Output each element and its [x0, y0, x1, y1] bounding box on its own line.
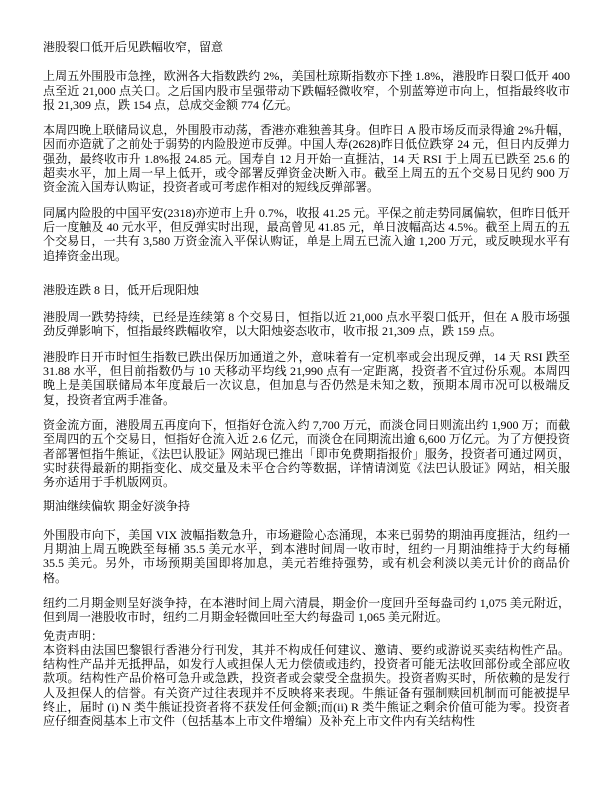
paragraph: 港股周一跌势持续，已经是连续第 8 个交易日，恒指以近 21,000 点水平裂口低开，但在 A 股市场强劲反弹影响下，恒指最终跌幅收窄，以大阳烛姿态收市，收市报 21,309 点，跌 159 点。 [43, 310, 570, 339]
section-heading: 期油继续偏软 期金好淡争持 [43, 499, 191, 514]
paragraph: 本周四晚上联储局议息，外围股市动荡，香港亦难独善其身。但昨日 A 股市场反而录得逾 2%升幅，因而亦造就了之前处于弱势的内险股逆市反弹。中国人寿(2628)昨日低位跌穿 24 元，但日内反弹力强劲，最终收市升 1.8%报 24.85 元。国寿自 12 月开始一直捱沽，14 天 RSI 于上周五已跌至 25.6 的超卖水平，加上周一早上低开，或令部署反弹资金决断入市。截至上周五的五个交易日见约 900 万资金流入国寿认购证，投资者或可考虑作相对的短线反弹部署。 [43, 123, 570, 195]
section-heading: 港股连跌 8 日，低开后现阳烛 [43, 282, 200, 297]
section-oil-gold [43, 499, 570, 624]
paragraph: 上周五外围股市急挫，欧洲各大指数跌约 2%，美国杜琼斯指数亦下挫 1.8%，港股昨日裂口低开 400 点至近 21,000 点关口。之后国内股市呈强带动下跌幅轻微收窄，个别蓝筹逆市向上，恒指最终收市报 21,309 点，跌 154 点，总成交金额 774 亿元。 [43, 69, 570, 112]
section-disclaimer [43, 629, 570, 729]
section-heading: 港股裂口低开后见跌幅收窄，留意 [43, 40, 224, 54]
paragraph: 纽约二月期金则呈好淡争持，在本港时间上周六清晨，期金价一度回升至每盎司约 1,075 美元附近，但到周一港股收市时，纽约二月期金轻微回吐至大约每盎司 1,065 美元附近。 [43, 595, 570, 625]
section-gap-open [43, 40, 570, 263]
paragraph: 外围股市向下，美国 VIX 波幅指数急升，市场避险心态涌现，本来已弱势的期油再度捱沽，纽约一月期油上周五晚跌至每桶 35.5 美元水平，到本港时间周一收市时，纽约一月期油维持于大约每桶 35.5 美元。另外，市场预期美国即将加息，美元若维持强势，或有机会利淡以美元计价的商品价格。 [43, 527, 570, 585]
paragraph: 港股昨日开市时恒生指数已跌出保历加通道之外，意味着有一定机率或会出现反弹，14 天 RSI 跌至 31.88 水平，但目前指数仍与 10 天移动平均线 21,990 点有一定距离，投资者不宜过份乐观。本周四晚上是美国联储局本年度最后一次议息，但加息与否仍然是未知之数，预期本周市况可以极端反复，投资者宜两手准备。 [43, 349, 570, 407]
section-hsi-streak [43, 283, 570, 490]
disclaimer-heading: 免责声明： [43, 628, 104, 643]
paragraph: 资金流方面，港股周五再度向下，恒指好仓流入约 7,700 万元，而淡仓同日则流出约 1,900 万；而截至周四的五个交易日，恒指好仓流入近 2.6 亿元，而淡仓在同期流出逾 6,600 万亿元。为了方便投资者部署恒指牛熊证，《法巴认股证》网站现已推出「即市免费期指报价」服务，投资者可通过网页，实时获得最新的期指变化、成交量及未平仓合约等数据，详情请浏览《法巴认股证》网站，相关服务亦适用于手机版网页。 [43, 417, 570, 490]
disclaimer-text: 本资料由法国巴黎银行香港分行刊发，其并不构成任何建议、邀请、要约或游说买卖结构性产品。结构性产品并无抵押品，如发行人或担保人无力偿债或违约，投资者可能无法收回部份或全部应收款项。结构性产品价格可急升或急跌，投资者或会蒙受全盘损失。投资者购买时，所依赖的是发行人及担保人的信誉。有关资产过往表现并不反映将来表现。牛熊证备有强制赎回机制而可能被提早终止，届时 (i) N 类牛熊证投资者将不获发任何金额;而(ii) R 类牛熊证之剩余价值可能为零。投资者应仔细查阅基本上市文件（包括基本上市文件增编）及补充上市文件内有关结构性 [43, 642, 570, 729]
paragraph: 同属内险股的中国平安(2318)亦逆市上升 0.7%，收报 41.25 元。平保之前走势同属偏软，但昨日低开后一度触及 40 元水平，但反弹实时出现，最高曾见 41.85 元，单日波幅高达 4.5%。截至上周五的五个交易日，一共有 3,580 万资金流入平保认购证，单是上周五已流入逾 1,200 万元，或反映现水平有追捧资金出现。 [43, 205, 570, 263]
